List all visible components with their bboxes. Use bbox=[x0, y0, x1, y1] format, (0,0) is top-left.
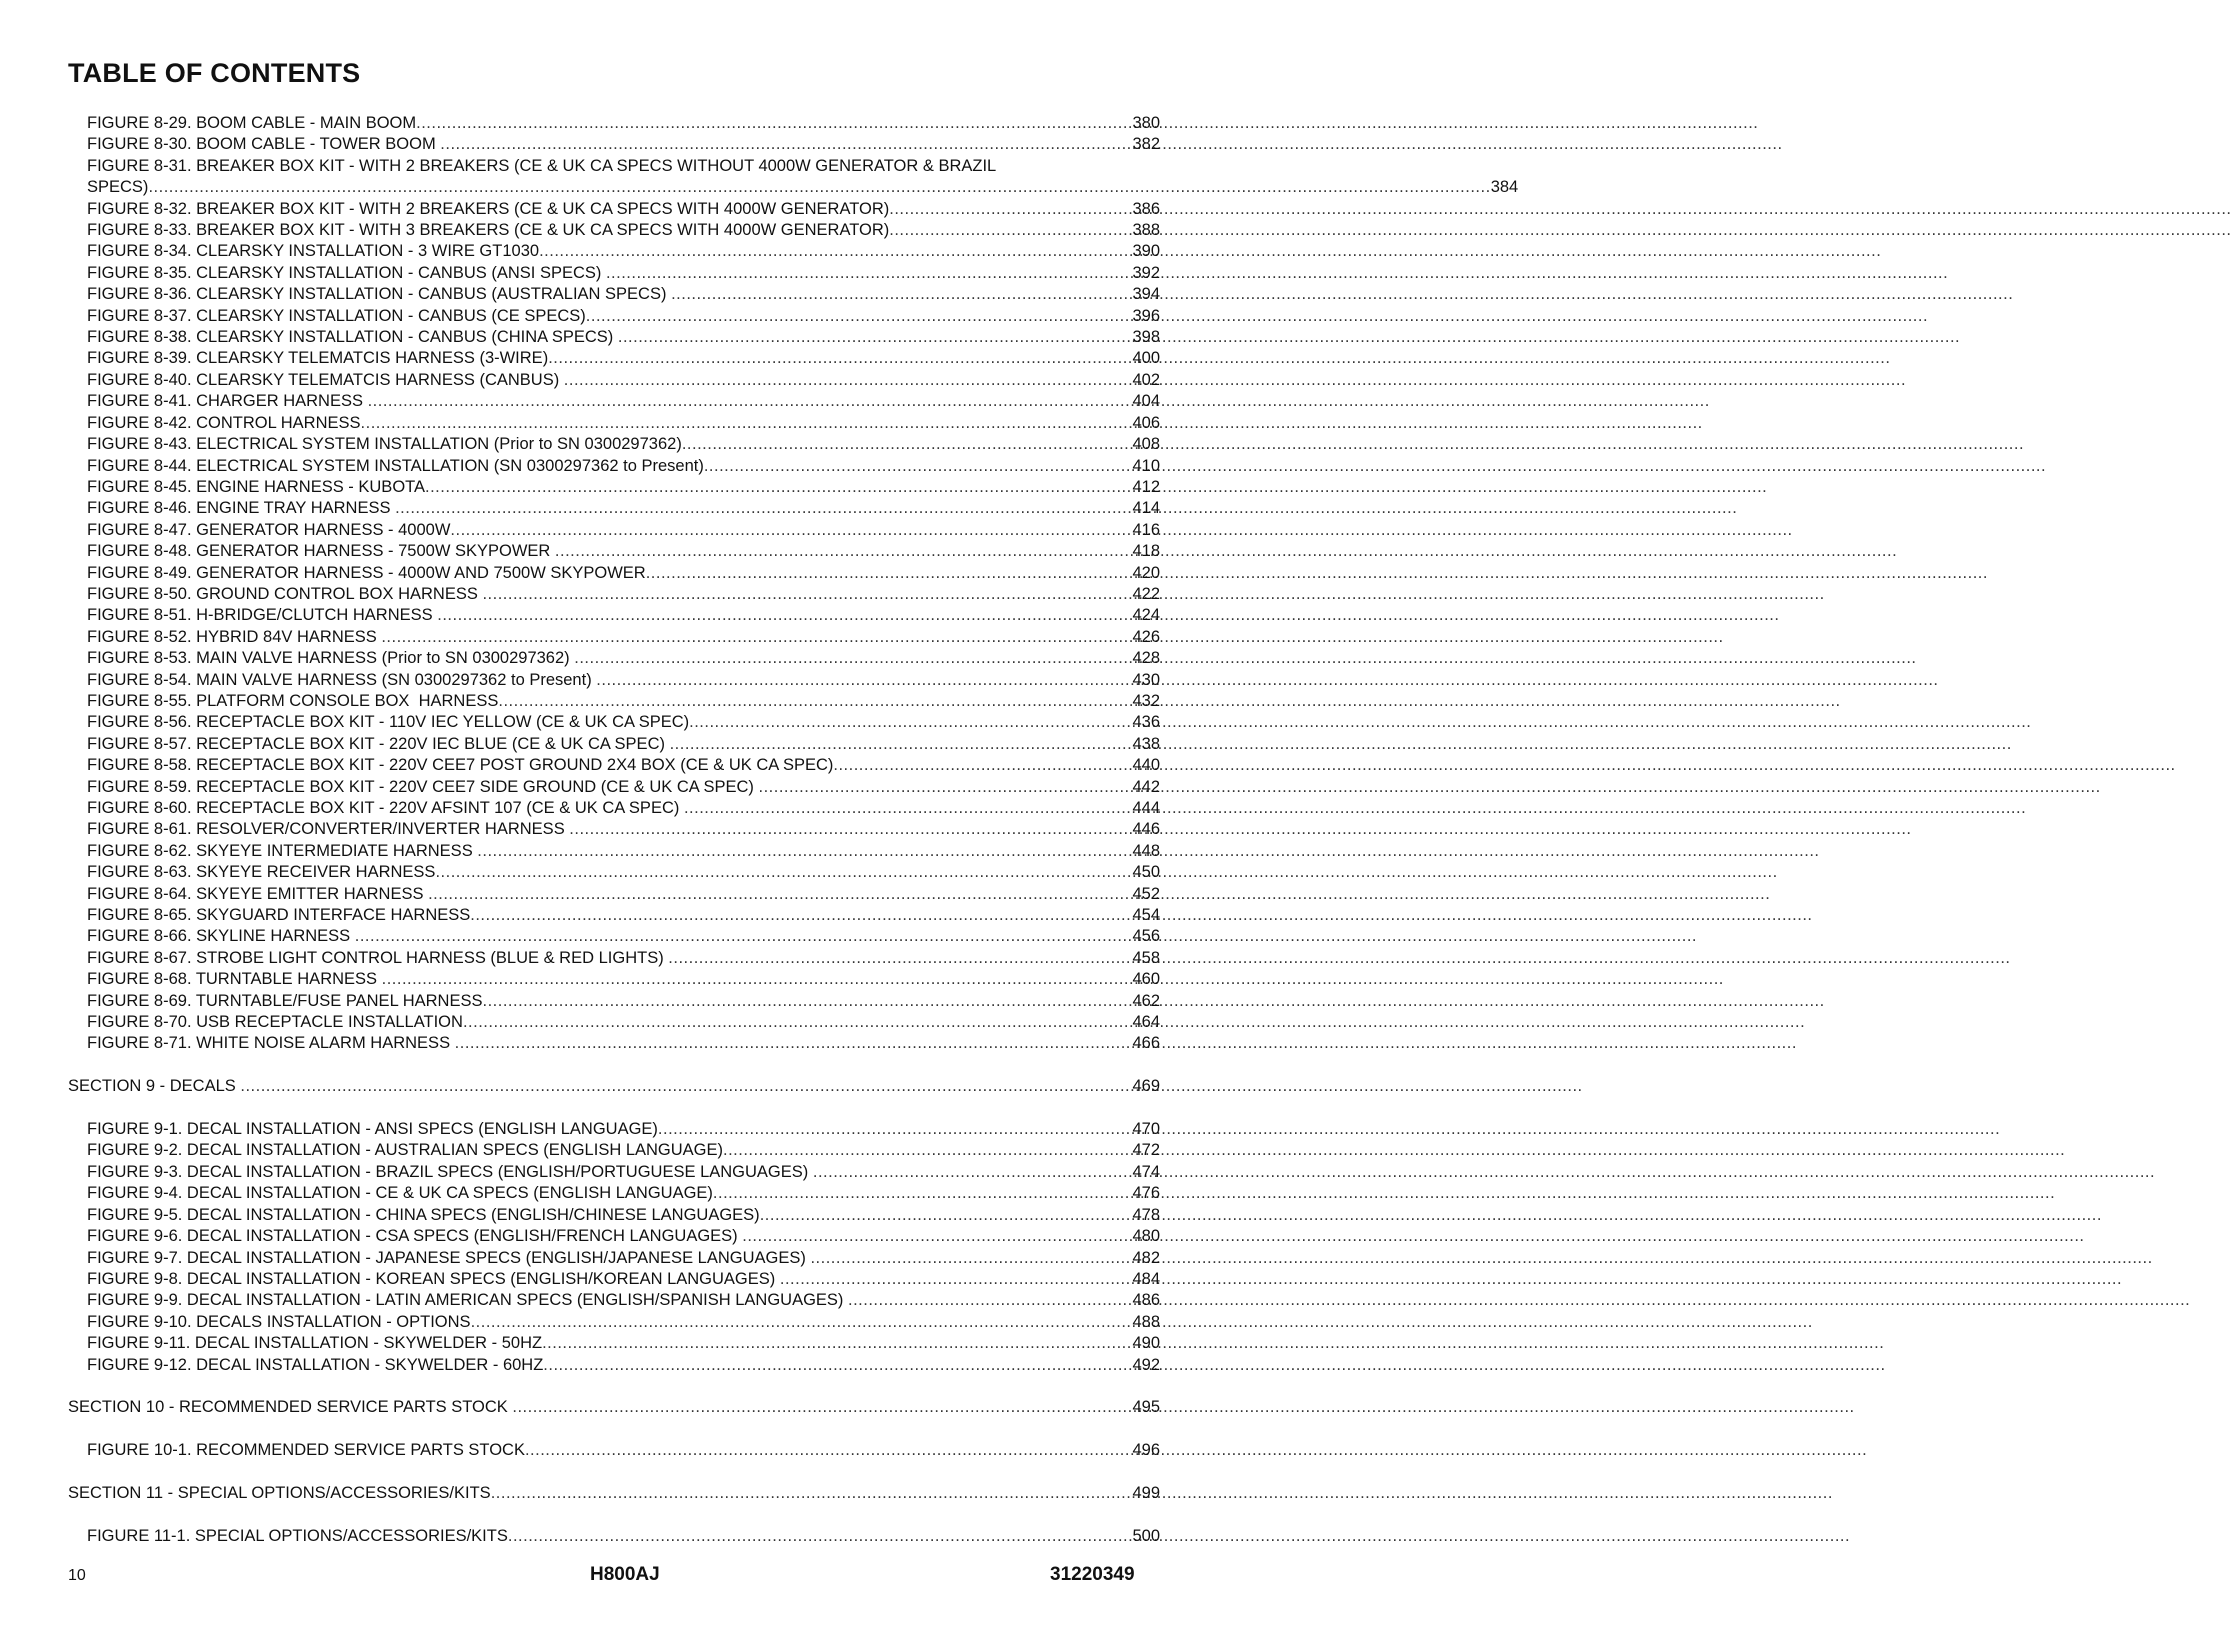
dot-leader bbox=[455, 1033, 1133, 1054]
toc-figure-entry[interactable] bbox=[68, 520, 1160, 541]
toc-entry-page: 390 bbox=[1132, 242, 1160, 261]
dot-leader bbox=[760, 1205, 1133, 1226]
dot-leader bbox=[482, 991, 1132, 1012]
toc-figure-entry[interactable] bbox=[68, 434, 1160, 455]
toc-entry-title: FIGURE 8-35. CLEARSKY INSTALLATION - CANBUS (ANSI SPECS) bbox=[87, 263, 606, 282]
dot-leader bbox=[543, 1355, 1132, 1376]
toc-entry-page: 474 bbox=[1132, 1162, 1160, 1181]
toc-entry-title: FIGURE 8-48. GENERATOR HARNESS - 7500W SKYPOWER bbox=[87, 542, 555, 561]
toc-entry-page: 484 bbox=[1132, 1269, 1160, 1288]
toc-entry-page: 382 bbox=[1132, 135, 1160, 154]
toc-entry-page: 408 bbox=[1132, 435, 1160, 454]
toc-figure-entry[interactable] bbox=[68, 327, 1160, 348]
toc-entry-page: 438 bbox=[1132, 734, 1160, 753]
toc-figure-entry[interactable] bbox=[68, 1290, 1160, 1311]
dot-leader bbox=[463, 1012, 1133, 1033]
toc-entry-title: FIGURE 8-38. CLEARSKY INSTALLATION - CANBUS (CHINA SPECS) bbox=[87, 328, 618, 347]
dot-leader bbox=[889, 199, 1132, 220]
toc-entry-page: 428 bbox=[1132, 649, 1160, 668]
toc-figure-entry[interactable] bbox=[68, 584, 1160, 605]
toc-figure-entry[interactable] bbox=[68, 370, 1160, 391]
toc-entry-page: 414 bbox=[1132, 499, 1160, 518]
dot-leader bbox=[889, 220, 1132, 241]
toc-entry-title: FIGURE 8-45. ENGINE HARNESS - KUBOTA bbox=[87, 477, 426, 496]
toc-entry-title: FIGURE 8-51. H-BRIDGE/CLUTCH HARNESS bbox=[87, 606, 438, 625]
toc-figure-entry[interactable] bbox=[68, 348, 1160, 369]
dot-leader bbox=[684, 798, 1133, 819]
toc-entry-page: 394 bbox=[1132, 285, 1160, 304]
toc-entry-title: FIGURE 9-12. DECAL INSTALLATION - SKYWELDER - 60HZ bbox=[87, 1355, 544, 1374]
dot-leader bbox=[704, 456, 1133, 477]
toc-entry-title: FIGURE 8-43. ELECTRICAL SYSTEM INSTALLATION (Prior to SN 0300297362) bbox=[87, 435, 682, 454]
toc-figure-entry[interactable] bbox=[68, 670, 1160, 691]
dot-leader bbox=[713, 1183, 1133, 1204]
dot-leader bbox=[586, 306, 1133, 327]
dot-leader bbox=[355, 926, 1133, 947]
toc-entry-page: 418 bbox=[1132, 542, 1160, 561]
toc-entry-title: FIGURE 8-55. PLATFORM CONSOLE BOX HARNESS bbox=[87, 691, 499, 710]
toc-entry-title: FIGURE 8-33. BREAKER BOX KIT - WITH 3 BREAKERS (CE & UK CA SPECS WITH 4000W GENERATOR) bbox=[87, 221, 890, 240]
toc-entry-title: FIGURE 8-56. RECEPTACLE BOX KIT - 110V IEC YELLOW (CE & UK CA SPEC) bbox=[87, 713, 690, 732]
toc-entry-page: 450 bbox=[1132, 863, 1160, 882]
dot-leader bbox=[542, 1333, 1132, 1354]
toc-figure-entry[interactable] bbox=[68, 1269, 1160, 1290]
toc-figure-entry[interactable] bbox=[68, 1248, 1160, 1269]
toc-entry-page: 446 bbox=[1132, 820, 1160, 839]
dot-leader bbox=[437, 605, 1132, 626]
dot-leader bbox=[471, 1312, 1133, 1333]
dot-leader bbox=[508, 1526, 1133, 1547]
toc-entry-page: 478 bbox=[1132, 1205, 1160, 1224]
toc-entry-title: SECTION 10 - RECOMMENDED SERVICE PARTS STOCK bbox=[68, 1398, 513, 1417]
dot-leader bbox=[491, 1483, 1133, 1504]
dot-leader bbox=[618, 327, 1133, 348]
toc-entry-page: 386 bbox=[1132, 199, 1160, 218]
dot-leader bbox=[606, 263, 1133, 284]
toc-entry-title: FIGURE 8-63. SKYEYE RECEIVER HARNESS bbox=[87, 863, 436, 882]
toc-figure-entry[interactable] bbox=[68, 991, 1160, 1012]
dot-leader bbox=[416, 113, 1132, 134]
dot-leader bbox=[381, 627, 1132, 648]
toc-entry-title: FIGURE 8-70. USB RECEPTACLE INSTALLATION bbox=[87, 1013, 463, 1032]
toc-entry-title: FIGURE 8-34. CLEARSKY INSTALLATION - 3 WIRE GT1030 bbox=[87, 242, 540, 261]
toc-figure-entry[interactable] bbox=[68, 1312, 1160, 1333]
dot-leader bbox=[512, 1397, 1132, 1418]
toc-figure-entry[interactable] bbox=[68, 263, 1160, 284]
toc-entry-title-line2: SPECS) bbox=[87, 178, 149, 197]
toc-entry-title: FIGURE 10-1. RECOMMENDED SERVICE PARTS STOCK bbox=[87, 1441, 525, 1460]
toc-figure-entry[interactable] bbox=[68, 1440, 1160, 1461]
toc-figure-entry[interactable] bbox=[68, 456, 1160, 477]
toc-entry-page: 402 bbox=[1132, 370, 1160, 389]
toc-entry-title: FIGURE 8-57. RECEPTACLE BOX KIT - 220V IEC BLUE (CE & UK CA SPEC) bbox=[87, 734, 670, 753]
footer-model: H800AJ bbox=[590, 1564, 660, 1585]
toc-figure-entry[interactable] bbox=[68, 1333, 1160, 1354]
toc-figure-entry[interactable] bbox=[68, 1526, 1160, 1547]
dot-leader bbox=[425, 477, 1132, 498]
toc-figure-entry[interactable] bbox=[68, 1183, 1160, 1204]
dot-leader bbox=[670, 734, 1133, 755]
toc-entry-page: 448 bbox=[1132, 841, 1160, 860]
toc-figure-entry[interactable] bbox=[68, 862, 1160, 883]
toc-entry-title: FIGURE 9-3. DECAL INSTALLATION - BRAZIL SPECS (ENGLISH/PORTUGUESE LANGUAGES) bbox=[87, 1162, 813, 1181]
toc-entry-page: 404 bbox=[1132, 392, 1160, 411]
toc-figure-entry[interactable] bbox=[68, 541, 1160, 562]
dot-leader bbox=[668, 948, 1132, 969]
toc-figure-entry[interactable] bbox=[68, 627, 1160, 648]
toc-figure-entry[interactable] bbox=[68, 413, 1160, 434]
dot-leader bbox=[240, 1076, 1132, 1097]
toc-figure-entry[interactable] bbox=[68, 391, 1160, 412]
toc-figure-entry[interactable] bbox=[68, 113, 1160, 134]
toc-entry-page: 384 bbox=[1490, 178, 1519, 197]
toc-entry-page: 424 bbox=[1132, 606, 1160, 625]
toc-entry-title: FIGURE 8-36. CLEARSKY INSTALLATION - CANBUS (AUSTRALIAN SPECS) bbox=[87, 285, 672, 304]
toc-entry-page: 436 bbox=[1132, 713, 1160, 732]
toc-entry-page: 422 bbox=[1132, 584, 1160, 603]
toc-entry-title: FIGURE 8-30. BOOM CABLE - TOWER BOOM bbox=[87, 135, 441, 154]
toc-entry-page: 490 bbox=[1132, 1334, 1160, 1353]
toc-entry-title: FIGURE 8-47. GENERATOR HARNESS - 4000W bbox=[87, 520, 451, 539]
footer-doc-number: 31220349 bbox=[1050, 1564, 1135, 1585]
toc-entry-title: FIGURE 9-11. DECAL INSTALLATION - SKYWELDER - 50HZ bbox=[87, 1334, 543, 1353]
page-title: TABLE OF CONTENTS bbox=[68, 58, 361, 88]
dot-leader bbox=[810, 1248, 1132, 1269]
dot-leader bbox=[848, 1290, 1132, 1311]
toc-figure-entry[interactable] bbox=[68, 798, 1160, 819]
toc-entry-page: 416 bbox=[1132, 520, 1160, 539]
dot-leader bbox=[498, 691, 1132, 712]
toc-entry-page: 500 bbox=[1132, 1526, 1160, 1545]
toc-figure-entry[interactable] bbox=[68, 755, 1160, 776]
dot-leader bbox=[723, 1140, 1132, 1161]
dot-leader bbox=[477, 841, 1132, 862]
toc-entry-title: FIGURE 8-39. CLEARSKY TELEMATCIS HARNESS (3-WIRE) bbox=[87, 349, 549, 368]
toc-figure-entry[interactable] bbox=[68, 284, 1160, 305]
toc-entry-page: 452 bbox=[1132, 884, 1160, 903]
toc-entry-page: 412 bbox=[1132, 477, 1160, 496]
toc-entry-page: 476 bbox=[1132, 1184, 1160, 1203]
toc-entry-title: FIGURE 11-1. SPECIAL OPTIONS/ACCESSORIES/KITS bbox=[87, 1526, 508, 1545]
dot-leader bbox=[525, 1440, 1133, 1461]
dot-leader bbox=[435, 862, 1132, 883]
toc-figure-entry[interactable] bbox=[68, 734, 1160, 755]
toc-section-entry[interactable] bbox=[68, 1483, 1160, 1504]
toc-entry-page: 486 bbox=[1132, 1291, 1160, 1310]
toc-figure-entry[interactable] bbox=[68, 1226, 1160, 1247]
toc-entry-page: 380 bbox=[1132, 114, 1160, 132]
toc-entry-page: 499 bbox=[1132, 1483, 1160, 1502]
toc-entry-page: 460 bbox=[1132, 970, 1160, 989]
toc-entry-title: FIGURE 8-50. GROUND CONTROL BOX HARNESS bbox=[87, 584, 483, 603]
toc-entry-title: FIGURE 8-32. BREAKER BOX KIT - WITH 2 BREAKERS (CE & UK CA SPECS WITH 4000W GENERATOR) bbox=[87, 199, 890, 218]
toc-entry-page: 388 bbox=[1132, 221, 1160, 240]
dot-leader bbox=[470, 905, 1132, 926]
dot-leader bbox=[564, 370, 1133, 391]
toc-entry-page: 456 bbox=[1132, 927, 1160, 946]
toc-entry-title: FIGURE 9-9. DECAL INSTALLATION - LATIN AMERICAN SPECS (ENGLISH/SPANISH LANGUAGES) bbox=[87, 1291, 848, 1310]
toc-entry-title: FIGURE 8-37. CLEARSKY INSTALLATION - CANBUS (CE SPECS) bbox=[87, 306, 586, 325]
toc-entry-title: FIGURE 8-66. SKYLINE HARNESS bbox=[87, 927, 355, 946]
dot-leader bbox=[361, 413, 1133, 434]
toc-entry-title: FIGURE 9-7. DECAL INSTALLATION - JAPANESE SPECS (ENGLISH/JAPANESE LANGUAGES) bbox=[87, 1248, 811, 1267]
toc-entry-page: 495 bbox=[1132, 1398, 1160, 1417]
toc-figure-entry[interactable] bbox=[68, 1162, 1160, 1183]
toc-entry-title-line1: FIGURE 8-31. BREAKER BOX KIT - WITH 2 BREAKERS (CE & UK CA SPECS WITHOUT 4000W GENERATOR & BRAZIL bbox=[87, 156, 997, 175]
toc-figure-entry[interactable] bbox=[68, 819, 1160, 840]
toc-entry-title: FIGURE 8-42. CONTROL HARNESS bbox=[87, 413, 361, 432]
toc-entry-page: 442 bbox=[1132, 777, 1160, 796]
toc-section-entry[interactable] bbox=[68, 1076, 1160, 1097]
toc-entry-title: FIGURE 8-41. CHARGER HARNESS bbox=[87, 392, 368, 411]
toc-entry-title: FIGURE 8-64. SKYEYE EMITTER HARNESS bbox=[87, 884, 429, 903]
toc-entry-page: 466 bbox=[1132, 1034, 1160, 1053]
toc-entry-title: FIGURE 9-10. DECALS INSTALLATION - OPTIONS bbox=[87, 1312, 471, 1331]
toc-entry-page: 462 bbox=[1132, 991, 1160, 1010]
toc-entry-page: 464 bbox=[1132, 1013, 1160, 1032]
toc-figure-entry[interactable] bbox=[68, 969, 1160, 990]
toc-entry-title: FIGURE 9-2. DECAL INSTALLATION - AUSTRALIAN SPECS (ENGLISH LANGUAGE) bbox=[87, 1141, 724, 1160]
toc-entry-title: FIGURE 9-5. DECAL INSTALLATION - CHINA SPECS (ENGLISH/CHINESE LANGUAGES) bbox=[87, 1205, 760, 1224]
toc-figure-entry[interactable] bbox=[68, 1033, 1160, 1054]
dot-leader bbox=[482, 584, 1132, 605]
toc-figure-entry[interactable] bbox=[68, 306, 1160, 327]
toc-entry-title: FIGURE 8-71. WHITE NOISE ALARM HARNESS bbox=[87, 1034, 455, 1053]
toc-figure-entry[interactable] bbox=[68, 199, 1160, 220]
dot-leader bbox=[428, 884, 1132, 905]
toc-entry-page: 420 bbox=[1132, 563, 1160, 582]
toc-entry-title: FIGURE 9-6. DECAL INSTALLATION - CSA SPECS (ENGLISH/FRENCH LANGUAGES) bbox=[87, 1227, 743, 1246]
toc-section-entry[interactable] bbox=[68, 1397, 1160, 1418]
toc-entry-title: SECTION 9 - DECALS bbox=[68, 1077, 241, 1096]
toc-figure-entry[interactable] bbox=[68, 648, 1160, 669]
toc-entry-title: FIGURE 8-68. TURNTABLE HARNESS bbox=[87, 970, 382, 989]
toc-entry-title: FIGURE 8-69. TURNTABLE/FUSE PANEL HARNESS bbox=[87, 991, 483, 1010]
toc-entry[interactable] bbox=[68, 156, 1519, 199]
dot-leader bbox=[742, 1226, 1132, 1247]
dot-leader bbox=[569, 819, 1132, 840]
dot-leader bbox=[689, 712, 1132, 733]
toc-entry-page: 492 bbox=[1132, 1355, 1160, 1374]
dot-leader bbox=[574, 648, 1132, 669]
toc-entry-page: 400 bbox=[1132, 349, 1160, 368]
toc-entry-title: FIGURE 8-29. BOOM CABLE - MAIN BOOM bbox=[87, 114, 417, 132]
dot-leader bbox=[671, 284, 1132, 305]
footer-page-number: 10 bbox=[68, 1567, 86, 1584]
toc-entry-title: FIGURE 8-59. RECEPTACLE BOX KIT - 220V CEE7 SIDE GROUND (CE & UK CA SPEC) bbox=[87, 777, 759, 796]
dot-leader bbox=[658, 1119, 1133, 1140]
dot-leader bbox=[368, 391, 1133, 412]
dot-leader bbox=[780, 1269, 1133, 1290]
toc-entry-title: FIGURE 8-61. RESOLVER/CONVERTER/INVERTER HARNESS bbox=[87, 820, 570, 839]
toc-entry-title: FIGURE 8-46. ENGINE TRAY HARNESS bbox=[87, 499, 396, 518]
toc-entry-page: 432 bbox=[1132, 691, 1160, 710]
toc-entry-page: 480 bbox=[1132, 1227, 1160, 1246]
toc-entry-title: FIGURE 8-40. CLEARSKY TELEMATCIS HARNESS (CANBUS) bbox=[87, 370, 564, 389]
toc-figure-entry[interactable] bbox=[68, 1205, 1160, 1226]
toc-figure-entry[interactable] bbox=[68, 1140, 1160, 1161]
toc-entry-page: 410 bbox=[1132, 456, 1160, 475]
toc-entry-title: FIGURE 8-67. STROBE LIGHT CONTROL HARNESS (BLUE & RED LIGHTS) bbox=[87, 948, 669, 967]
dot-leader bbox=[555, 541, 1133, 562]
toc-entry-title: FIGURE 8-65. SKYGUARD INTERFACE HARNESS bbox=[87, 906, 471, 925]
toc-figure-entry[interactable] bbox=[68, 841, 1160, 862]
toc-entry-page: 470 bbox=[1132, 1120, 1160, 1139]
toc-entry-page: 482 bbox=[1132, 1248, 1160, 1267]
toc-figure-entry[interactable] bbox=[68, 777, 1160, 798]
toc-entry-title: FIGURE 9-1. DECAL INSTALLATION - ANSI SPECS (ENGLISH LANGUAGE) bbox=[87, 1120, 658, 1139]
toc-entry-title: FIGURE 8-58. RECEPTACLE BOX KIT - 220V CEE7 POST GROUND 2X4 BOX (CE & UK CA SPEC) bbox=[87, 756, 834, 775]
dot-leader bbox=[440, 134, 1132, 155]
dot-leader bbox=[813, 1162, 1133, 1183]
toc-entry-page: 469 bbox=[1132, 1077, 1160, 1096]
toc-entry-title: FIGURE 8-62. SKYEYE INTERMEDIATE HARNESS bbox=[87, 841, 478, 860]
dot-leader bbox=[148, 177, 1490, 198]
toc-entry-title: FIGURE 8-53. MAIN VALVE HARNESS (Prior to SN 0300297362) bbox=[87, 649, 575, 668]
toc-figure-entry[interactable] bbox=[68, 477, 1160, 498]
dot-leader bbox=[682, 434, 1133, 455]
toc-entry-page: 406 bbox=[1132, 413, 1160, 432]
toc-entry-page: 496 bbox=[1132, 1441, 1160, 1460]
dot-leader bbox=[758, 777, 1132, 798]
toc-entry-page: 472 bbox=[1132, 1141, 1160, 1160]
toc-figure-entry[interactable] bbox=[68, 134, 1160, 155]
toc-figure-entry[interactable] bbox=[68, 220, 1160, 241]
toc-entry-page: 430 bbox=[1132, 670, 1160, 689]
toc-entry-page: 392 bbox=[1132, 263, 1160, 282]
dot-leader bbox=[833, 755, 1132, 776]
toc-figure-entry[interactable] bbox=[68, 498, 1160, 519]
dot-leader bbox=[395, 498, 1132, 519]
toc-entry-title: FIGURE 9-8. DECAL INSTALLATION - KOREAN SPECS (ENGLISH/KOREAN LANGUAGES) bbox=[87, 1269, 780, 1288]
toc-figure-entry[interactable] bbox=[68, 905, 1160, 926]
toc-entry-page: 488 bbox=[1132, 1312, 1160, 1331]
toc-figure-entry[interactable] bbox=[68, 884, 1160, 905]
toc-entry-page: 396 bbox=[1132, 306, 1160, 325]
toc-entry-title: FIGURE 8-54. MAIN VALVE HARNESS (SN 0300297362 to Present) bbox=[87, 670, 597, 689]
toc-figure-entry[interactable] bbox=[68, 1012, 1160, 1033]
toc-figure-entry[interactable] bbox=[68, 563, 1160, 584]
dot-leader bbox=[382, 969, 1133, 990]
toc-figure-entry[interactable] bbox=[68, 605, 1160, 626]
dot-leader bbox=[539, 241, 1132, 262]
toc-figure-entry[interactable] bbox=[68, 926, 1160, 947]
toc-figure-entry[interactable] bbox=[68, 241, 1160, 262]
dot-leader bbox=[646, 563, 1133, 584]
toc-entry-title: FIGURE 8-52. HYBRID 84V HARNESS bbox=[87, 627, 382, 646]
toc-entry-title: SECTION 11 - SPECIAL OPTIONS/ACCESSORIES/KITS bbox=[68, 1483, 491, 1502]
toc-entry-page: 440 bbox=[1132, 756, 1160, 775]
toc-entry-page: 444 bbox=[1132, 799, 1160, 817]
toc-entry-page: 454 bbox=[1132, 906, 1160, 925]
toc-entry-title: FIGURE 9-4. DECAL INSTALLATION - CE & UK CA SPECS (ENGLISH LANGUAGE) bbox=[87, 1184, 713, 1203]
dot-leader bbox=[450, 520, 1132, 541]
toc-entry-page: 426 bbox=[1132, 627, 1160, 646]
toc-entry-title: FIGURE 8-60. RECEPTACLE BOX KIT - 220V AFSINT 107 (CE & UK CA SPEC) bbox=[87, 799, 684, 817]
toc-figure-entry[interactable] bbox=[68, 948, 1160, 969]
toc-entry-title: FIGURE 8-49. GENERATOR HARNESS - 4000W AND 7500W SKYPOWER bbox=[87, 563, 646, 582]
toc-entry-page: 458 bbox=[1132, 948, 1160, 967]
toc-figure-entry[interactable] bbox=[68, 1355, 1160, 1376]
dot-leader bbox=[548, 348, 1132, 369]
toc-entry-page: 398 bbox=[1132, 328, 1160, 347]
toc-list bbox=[68, 113, 1519, 1547]
dot-leader bbox=[596, 670, 1132, 691]
toc-figure-entry[interactable] bbox=[68, 1119, 1160, 1140]
toc-figure-entry[interactable] bbox=[68, 691, 1160, 712]
toc-entry-title: FIGURE 8-44. ELECTRICAL SYSTEM INSTALLATION (SN 0300297362 to Present) bbox=[87, 456, 704, 475]
toc-figure-entry[interactable] bbox=[68, 712, 1160, 733]
